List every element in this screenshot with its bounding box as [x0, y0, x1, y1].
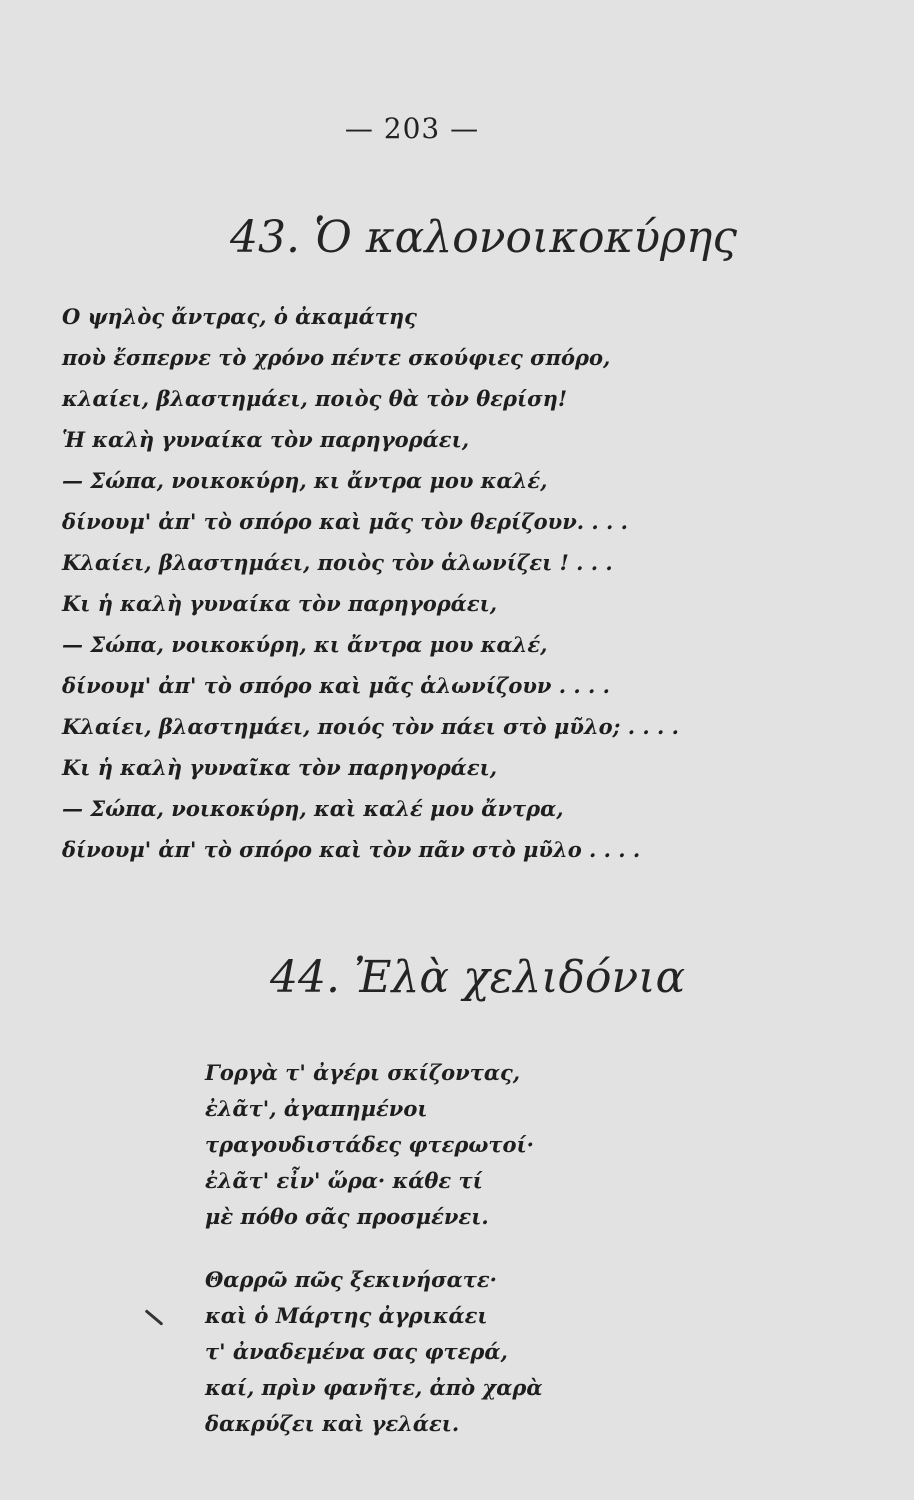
poem-title-44: 44. Ἐλὰ χελιδόνια	[270, 952, 686, 1003]
poem-line: Κι ἡ καλὴ γυναίκα τὸν παρηγοράει,	[62, 591, 498, 616]
poem-title-43: 43. Ὁ καλονοικοκύρης	[230, 212, 738, 263]
poem-line: Ο ψηλὸς ἄντρας, ὁ ἀκαμάτης	[62, 304, 417, 329]
poem-line: ἐλᾶτ', ἀγαπημένοι	[205, 1096, 428, 1121]
poem-line: καί, πρὶν φανῆτε, ἀπὸ χαρὰ	[205, 1375, 543, 1400]
poem-line: δίνουμ' ἀπ' τὸ σπόρο καὶ μᾶς ἁλωνίζουν . . . .	[62, 673, 610, 698]
poem-44-stanza-1	[205, 1055, 534, 1235]
poem-line: τραγουδιστάδες φτερωτοί·	[205, 1132, 534, 1157]
poem-line: — Σώπα, νοικοκύρη, κι ἄντρα μου καλέ,	[62, 632, 548, 657]
poem-line: Κλαίει, βλαστημάει, ποιός τὸν πάει στὸ μῦλο; . . . .	[62, 714, 679, 739]
poem-line: — Σώπα, νοικοκύρη, καὶ καλέ μου ἄντρα,	[62, 796, 564, 821]
poem-line: καὶ ὁ Μάρτης ἀγρικάει	[205, 1303, 488, 1328]
poem-line: Κι ἡ καλὴ γυναῖκα τὸν παρηγοράει,	[62, 755, 498, 780]
poem-line: Γοργὰ τ' ἀγέρι σκίζοντας,	[205, 1060, 521, 1085]
poem-line: Ἡ καλὴ γυναίκα τὸν παρηγοράει,	[62, 427, 470, 452]
poem-44-stanza-2	[205, 1262, 543, 1442]
poem-line: τ' ἀναδεμένα σας φτερά,	[205, 1339, 508, 1364]
poem-line: δίνουμ' ἀπ' τὸ σπόρο καὶ τὸν πᾶν στὸ μῦλο . . . .	[62, 837, 641, 862]
poem-line: μὲ πόθο σᾶς προσμένει.	[205, 1204, 489, 1229]
poem-line: ποὺ ἔσπερνε τὸ χρόνο πέντε σκούφιες σπόρο,	[62, 345, 611, 370]
poem-line: κλαίει, βλαστημάει, ποιὸς θὰ τὸν θερίση!	[62, 386, 568, 411]
poem-line: ἐλᾶτ' εἶν' ὥρα· κάθε τί	[205, 1168, 483, 1193]
poem-line: Κλαίει, βλαστημάει, ποιὸς τὸν ἁλωνίζει ! . . .	[62, 550, 613, 575]
poem-43-text	[62, 296, 679, 870]
margin-pen-mark	[145, 1309, 164, 1325]
poem-line: Θαρρῶ πῶς ξεκινήσατε·	[205, 1267, 497, 1292]
poem-line: — Σώπα, νοικοκύρη, κι ἄντρα μου καλέ,	[62, 468, 548, 493]
poem-line: δίνουμ' ἀπ' τὸ σπόρο καὶ μᾶς τὸν θερίζουν. . . .	[62, 509, 628, 534]
page-number: — 203 —	[344, 112, 480, 145]
poem-line: δακρύζει καὶ γελάει.	[205, 1411, 460, 1436]
